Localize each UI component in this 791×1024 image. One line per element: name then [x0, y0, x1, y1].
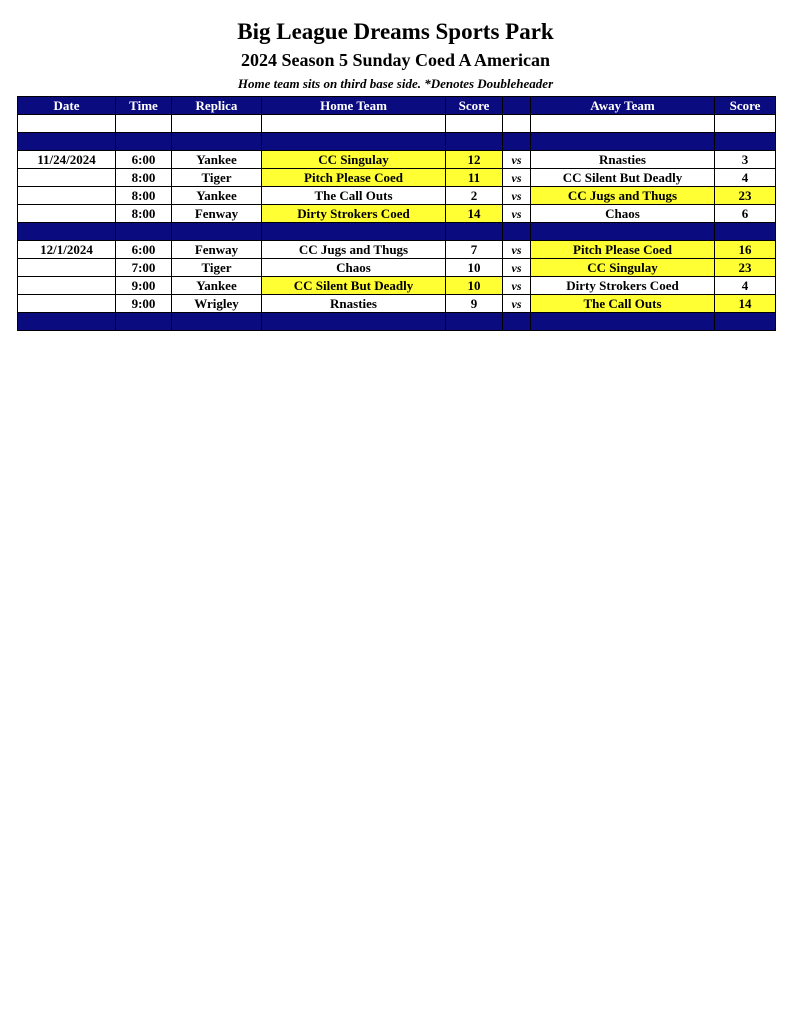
- away-score: 3: [715, 151, 776, 169]
- blank-cell: [531, 223, 715, 241]
- column-header-vs: [503, 97, 531, 115]
- blank-cell: [116, 313, 172, 331]
- home-score: 9: [446, 295, 503, 313]
- game-replica: Fenway: [172, 205, 262, 223]
- week-separator-row: [18, 133, 776, 151]
- game-date: [18, 259, 116, 277]
- away-team: Pitch Please Coed: [531, 241, 715, 259]
- game-row: [18, 277, 776, 295]
- vs-label: vs: [503, 169, 531, 187]
- away-score: 4: [715, 277, 776, 295]
- vs-label: vs: [503, 187, 531, 205]
- column-header-home-score: Score: [446, 97, 503, 115]
- game-date: [18, 187, 116, 205]
- column-header-date: Date: [18, 97, 116, 115]
- blank-cell: [18, 223, 116, 241]
- away-team: CC Silent But Deadly: [531, 169, 715, 187]
- home-score: 10: [446, 277, 503, 295]
- blank-cell: [116, 133, 172, 151]
- game-row: [18, 151, 776, 169]
- home-score: 11: [446, 169, 503, 187]
- game-replica: Yankee: [172, 187, 262, 205]
- game-time: 6:00: [116, 241, 172, 259]
- blank-cell: [446, 133, 503, 151]
- home-team: Dirty Strokers Coed: [262, 205, 446, 223]
- schedule-body: [18, 115, 776, 331]
- blank-cell: [116, 115, 172, 133]
- game-time: 9:00: [116, 295, 172, 313]
- home-team: Pitch Please Coed: [262, 169, 446, 187]
- blank-cell: [531, 133, 715, 151]
- game-time: 8:00: [116, 187, 172, 205]
- game-row: [18, 205, 776, 223]
- away-team: The Call Outs: [531, 295, 715, 313]
- blank-cell: [18, 115, 116, 133]
- spacer-row: [18, 115, 776, 133]
- column-header-home-team: Home Team: [262, 97, 446, 115]
- game-time: 8:00: [116, 205, 172, 223]
- game-date: [18, 295, 116, 313]
- home-score: 12: [446, 151, 503, 169]
- game-row: [18, 259, 776, 277]
- blank-cell: [18, 313, 116, 331]
- blank-cell: [503, 115, 531, 133]
- column-header-away-team: Away Team: [531, 97, 715, 115]
- vs-label: vs: [503, 151, 531, 169]
- blank-cell: [262, 115, 446, 133]
- game-replica: Fenway: [172, 241, 262, 259]
- blank-cell: [116, 223, 172, 241]
- game-date: 11/24/2024: [18, 151, 116, 169]
- home-score: 14: [446, 205, 503, 223]
- blank-cell: [172, 223, 262, 241]
- away-team: Chaos: [531, 205, 715, 223]
- column-header-time: Time: [116, 97, 172, 115]
- home-team: Rnasties: [262, 295, 446, 313]
- blank-cell: [715, 115, 776, 133]
- game-time: 6:00: [116, 151, 172, 169]
- blank-cell: [715, 313, 776, 331]
- game-replica: Wrigley: [172, 295, 262, 313]
- vs-label: vs: [503, 295, 531, 313]
- game-time: 9:00: [116, 277, 172, 295]
- footer-separator-row: [18, 313, 776, 331]
- blank-cell: [262, 133, 446, 151]
- schedule-table: [17, 96, 776, 331]
- game-date: 12/1/2024: [18, 241, 116, 259]
- blank-cell: [262, 223, 446, 241]
- away-score: 23: [715, 259, 776, 277]
- page-subtitle: 2024 Season 5 Sunday Coed A American: [240, 50, 551, 70]
- blank-cell: [715, 133, 776, 151]
- header-row: [18, 97, 776, 115]
- blank-cell: [531, 115, 715, 133]
- game-replica: Tiger: [172, 169, 262, 187]
- vs-label: vs: [503, 241, 531, 259]
- away-team: CC Singulay: [531, 259, 715, 277]
- vs-label: vs: [503, 259, 531, 277]
- column-header-replica: Replica: [172, 97, 262, 115]
- home-team: CC Silent But Deadly: [262, 277, 446, 295]
- week-separator-row: [18, 223, 776, 241]
- game-replica: Yankee: [172, 277, 262, 295]
- home-score: 2: [446, 187, 503, 205]
- blank-cell: [715, 223, 776, 241]
- blank-cell: [531, 313, 715, 331]
- away-team: Rnasties: [531, 151, 715, 169]
- home-team: CC Singulay: [262, 151, 446, 169]
- away-score: 6: [715, 205, 776, 223]
- vs-label: vs: [503, 277, 531, 295]
- away-score: 4: [715, 169, 776, 187]
- away-team: Dirty Strokers Coed: [531, 277, 715, 295]
- game-date: [18, 169, 116, 187]
- blank-cell: [446, 115, 503, 133]
- game-time: 7:00: [116, 259, 172, 277]
- blank-cell: [172, 115, 262, 133]
- home-team: Chaos: [262, 259, 446, 277]
- game-replica: Tiger: [172, 259, 262, 277]
- home-score: 7: [446, 241, 503, 259]
- schedule-note: Home team sits on third base side. *Denotes Doubleheader: [237, 76, 554, 91]
- blank-cell: [446, 313, 503, 331]
- away-score: 16: [715, 241, 776, 259]
- home-team: CC Jugs and Thugs: [262, 241, 446, 259]
- game-replica: Yankee: [172, 151, 262, 169]
- game-row: [18, 169, 776, 187]
- game-row: [18, 187, 776, 205]
- blank-cell: [446, 223, 503, 241]
- blank-cell: [172, 133, 262, 151]
- game-row: [18, 295, 776, 313]
- blank-cell: [503, 223, 531, 241]
- blank-cell: [503, 313, 531, 331]
- vs-label: vs: [503, 205, 531, 223]
- away-team: CC Jugs and Thugs: [531, 187, 715, 205]
- blank-cell: [503, 133, 531, 151]
- blank-cell: [172, 313, 262, 331]
- game-date: [18, 205, 116, 223]
- game-time: 8:00: [116, 169, 172, 187]
- home-team: The Call Outs: [262, 187, 446, 205]
- game-date: [18, 277, 116, 295]
- away-score: 23: [715, 187, 776, 205]
- blank-cell: [18, 133, 116, 151]
- home-score: 10: [446, 259, 503, 277]
- game-row: [18, 241, 776, 259]
- away-score: 14: [715, 295, 776, 313]
- column-header-away-score: Score: [715, 97, 776, 115]
- page-title: Big League Dreams Sports Park: [237, 19, 554, 44]
- blank-cell: [262, 313, 446, 331]
